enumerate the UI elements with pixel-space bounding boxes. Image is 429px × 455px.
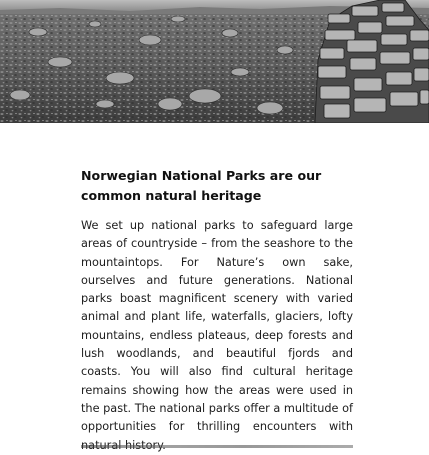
article	[81, 166, 353, 455]
article-heading: Norwegian National Parks are our common natural heritage	[81, 168, 322, 203]
cut-off-text-line	[81, 443, 353, 450]
article-paragraph: We set up national parks to safeguard large areas of countryside – from the seashore to the mountaintops. For Nature’s own sake, ourselves and future generations. National parks boast magnificent scenery with varied animal and plant life, waterfalls, glaciers, lofty mountains, endless plateaus, deep forests and lush woodlands, and beautiful fjords and coasts. You will also find cultural heritage remains showing how the areas were used in the past. The national parks offer a multitude of opportunities for thrilling encounters with	[81, 219, 353, 434]
landscape-photo	[0, 0, 429, 123]
